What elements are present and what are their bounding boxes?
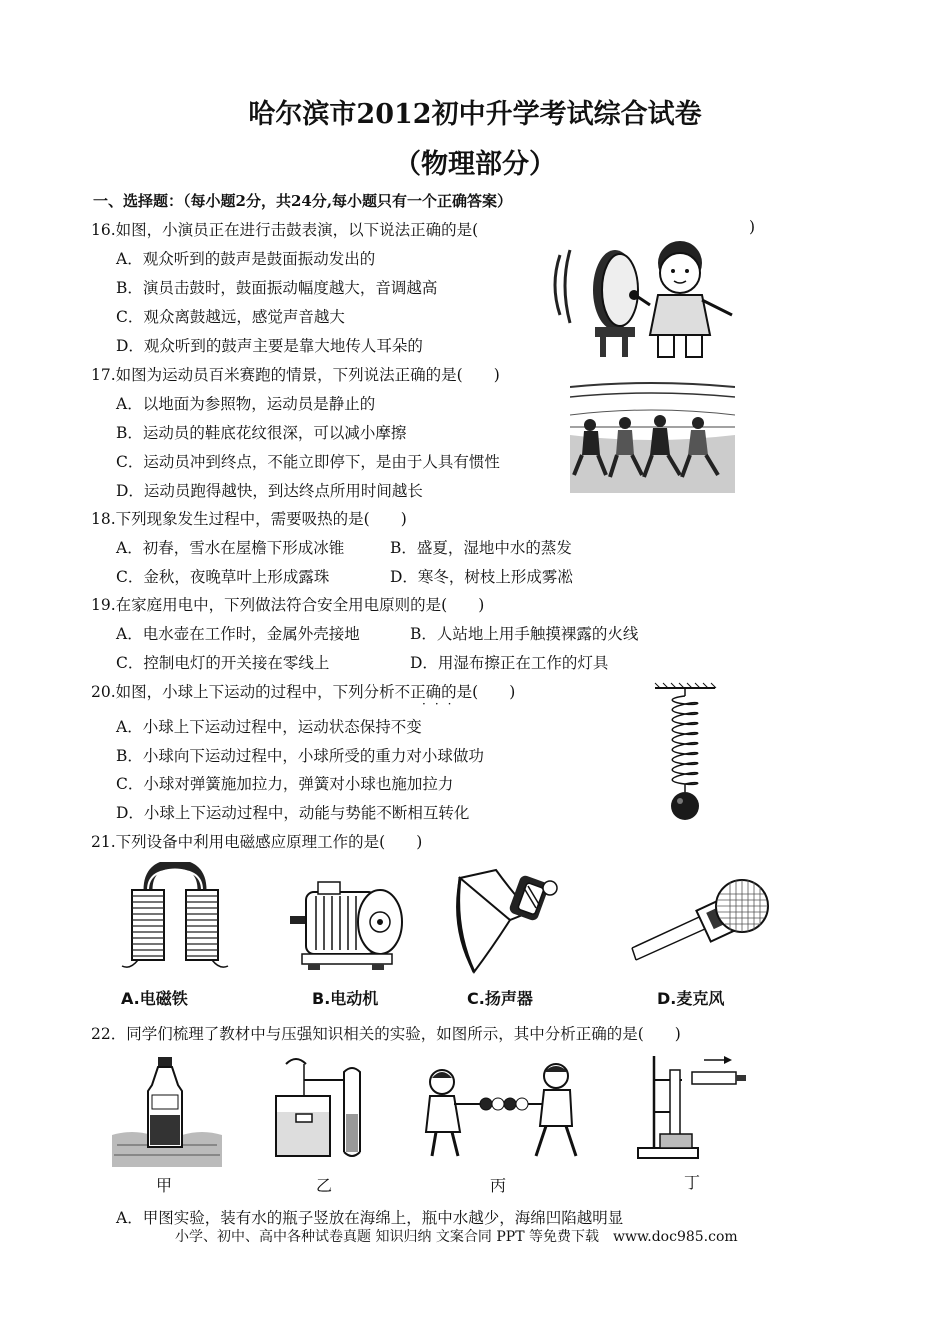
tug-of-war-illustration [422,1052,582,1167]
question-20-option-c: C．小球对弹簧施加拉力，弹簧对小球也施加拉力 [116,775,454,793]
emphasis-dots: ··· [422,697,461,711]
question-19-stem: 19.在家庭用电中，下列做法符合安全用电原则的是( ) [91,596,485,614]
loudspeaker-illustration [452,868,562,976]
q21-caption-b: B.电动机 [312,989,379,1008]
question-16-stem: 16.如图，小演员正在进行击鼓表演，以下说法正确的是( [91,221,479,239]
q21-caption-d: D.麦克风 [657,989,725,1008]
question-18-stem: 18.下列现象发生过程中，需要吸热的是( ) [91,510,407,528]
question-18-option-d: D．寒冬，树枝上形成雾凇 [390,568,573,586]
q22-caption-yi: 乙 [316,1176,333,1195]
question-17-option-d: D．运动员跑得越快，到达终点所用时间越长 [116,482,423,500]
question-20-option-b: B．小球向下运动过程中，小球所受的重力对小球做功 [116,747,484,765]
question-16-close-paren: ) [749,218,756,236]
q22-caption-ding: 丁 [684,1173,701,1192]
question-16-option-a: A．观众听到的鼓声是鼓面振动发出的 [116,250,376,268]
question-19-option-c: C．控制电灯的开关接在零线上 [116,654,330,672]
microphone-illustration [630,876,770,972]
drummer-illustration [550,235,740,365]
question-22-stem: 22．同学们梳理了教材中与压强知识相关的实验，如图所示，其中分析正确的是( ) [91,1025,681,1043]
spring-ball-illustration [650,682,720,822]
question-20-stem: 20.如图，小球上下运动的过程中，下列分析不正确的是( ) [91,683,516,701]
question-17-stem: 17.如图为运动员百米赛跑的情景，下列说法正确的是( ) [91,366,500,384]
question-22-option-a: A．甲图实验，装有水的瓶子竖放在海绵上，瓶中水越少，海绵凹陷越明显 [116,1209,624,1227]
question-20-option-d: D．小球上下运动过程中，动能与势能不断相互转化 [116,804,470,822]
question-17-option-a: A．以地面为参照物，运动员是静止的 [116,395,376,413]
question-18-option-c: C．金秋，夜晚草叶上形成露珠 [116,568,330,586]
question-16-option-d: D．观众听到的鼓声主要是靠大地传人耳朵的 [116,337,423,355]
stand-and-syringe-illustration [632,1050,752,1162]
question-18-option-a: A．初春，雪水在屋檐下形成冰锥 [116,539,345,557]
question-19-option-b: B．人站地上用手触摸裸露的火线 [410,625,639,643]
question-21-stem: 21.下列设备中利用电磁感应原理工作的是( ) [91,833,423,851]
question-18-option-b: B．盛夏，湿地中水的蒸发 [390,539,572,557]
section-heading: 一、选择题：（每小题2分，共24分,每小题只有一个正确答案） [93,192,513,210]
question-19-option-d: D．用湿布擦正在工作的灯具 [410,654,609,672]
question-19-option-a: A．电水壶在工作时，金属外壳接地 [116,625,360,643]
question-17-option-b: B．运动员的鞋底花纹很深，可以减小摩擦 [116,424,407,442]
page-title: 哈尔滨市2012初中升学考试综合试卷 [248,99,702,130]
question-16-option-c: C．观众离鼓越远，感觉声音越大 [116,308,345,326]
electromagnet-illustration [120,862,230,974]
q22-caption-bing: 丙 [490,1176,507,1195]
bottle-on-sponge-illustration [112,1055,222,1167]
electric-motor-illustration [288,878,408,973]
page-subtitle: （物理部分） [394,149,556,180]
q22-caption-jia: 甲 [156,1176,173,1195]
q21-caption-c: C.扬声器 [467,989,533,1008]
question-17-option-c: C．运动员冲到终点，不能立即停下，是由于人具有惯性 [116,453,500,471]
question-20-option-a: A．小球上下运动过程中，运动状态保持不变 [116,718,422,736]
q21-caption-a: A.电磁铁 [121,989,188,1008]
sprinters-illustration [570,375,735,493]
pressure-gauge-illustration [270,1052,380,1164]
question-16-option-b: B．演员击鼓时，鼓面振动幅度越大，音调越高 [116,279,438,297]
page-footer: 小学、初中、高中各种试卷真题 知识归纳 文案合同 PPT 等免费下载 www.doc985.com [175,1229,738,1245]
